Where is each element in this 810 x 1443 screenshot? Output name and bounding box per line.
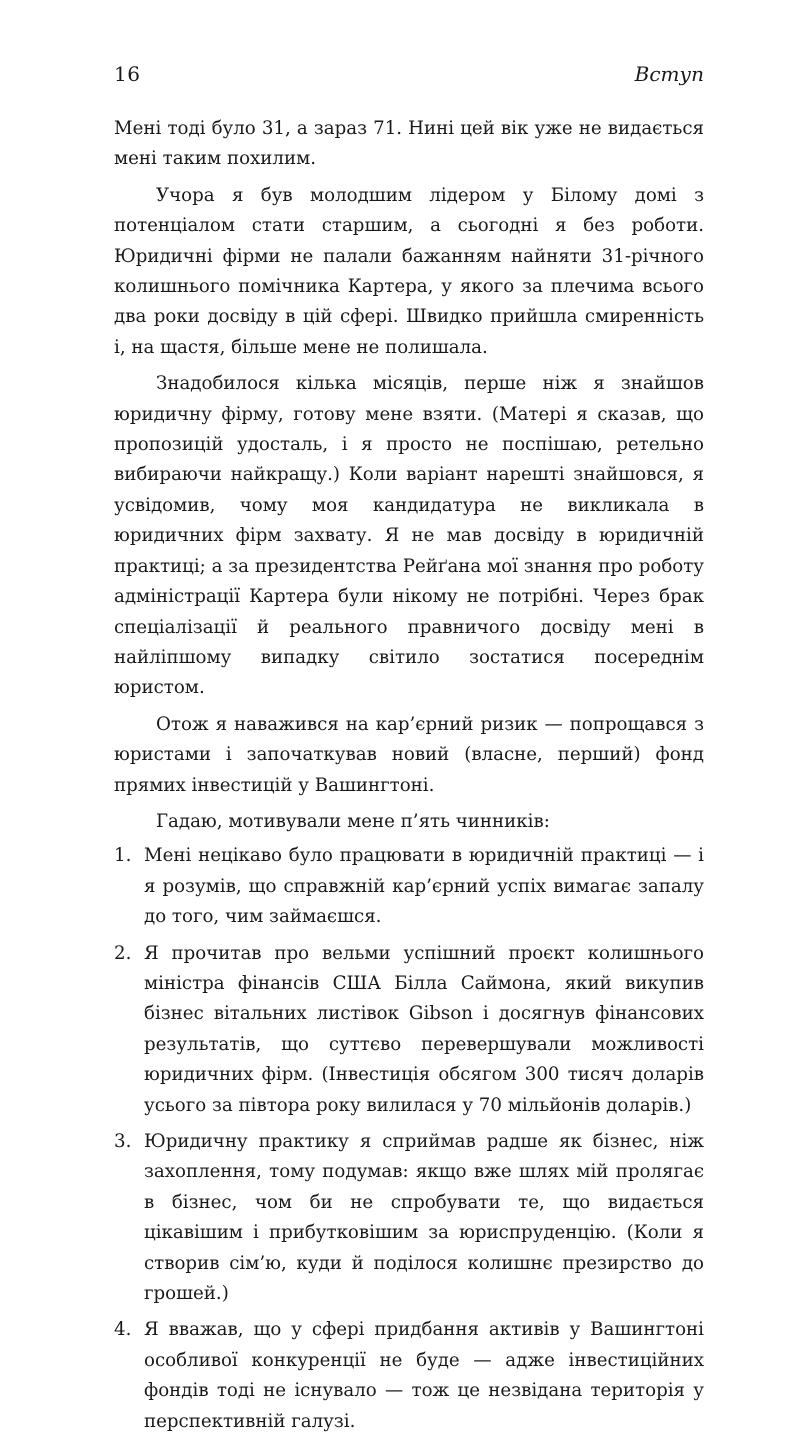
list-item-text: Я прочитав про вельми успішний проєкт колишнього міністра фінансів США Білла Саймона, який викупив бізнес вітальних листівок Gibson і досягнув фінансових результатів, що суттєво перевершували можливості юридичних фірм. (Інвестиція обсягом 300 тисяч доларів усього за півтора року вилилася у 70 мільйонів доларів.) [144,942,704,1116]
list-item [114,939,704,1121]
list-item-number: 4. [114,1319,132,1341]
list-item-number: 3. [114,1131,132,1152]
list-item-number: 2. [114,942,132,964]
list-item [114,1315,704,1437]
running-head: Вступ [634,62,704,86]
page-header [114,62,704,92]
body-text [114,114,704,1443]
paragraph: Знадобилося кілька місяців, перше ніж я знайшов юридичну фірму, готову мене взяти. (Матері я сказав, що пропозицій удосталь, і я просто не поспішаю, ретельно вибираючи найкращу.) Коли варіант нарешті знайшовся, я усвідомив, чому моя кандидатура не викликала в юридичних фірм захвату. Я не мав досвіду в юридичній практиці; а за президентства Рейґана мої знання про роботу адміністрації Картера були нікому не потрібні. Через брак спеціалізації й реального правничого досвіду мені в найліпшому випадку світило зостатися посереднім юристом. [114,373,704,699]
list-item-text: Юридичну практику я сприймав радше як бізнес, ніж захоплення, тому подумав: якщо вже шлях мій пролягає в бізнес, чом би не спробувати те, що видається цікавішим і прибутковішим за юриспруденцію. (Коли я створив сім’ю, куди й поділося колишнє презирство до грошей.) [144,1131,704,1305]
paragraph: Учора я був молодшим лідером у Білому домі з потенціалом стати старшим, а сьогодні я без роботи. Юридичні фірми не палали бажанням найняти 31-річного колишнього помічника Картера, у якого за плечима всього два роки досвіду в цій сфері. Швидко прийшла смиренність і, на щастя, більше мене не полишала. [114,184,704,358]
list-item-text: Мені нецікаво було працювати в юридичній практиці — і я розумів, що справжній кар’єрний успіх вимагає запалу до того, чим займаєшся. [144,845,704,928]
paragraph: Гадаю, мотивували мене п’ять чинників: [156,810,550,832]
list-item [114,841,704,932]
list-item-text: Я вважав, що у сфері придбання активів у Вашингтоні особливої конкуренції не буде — адже інвестиційних фондів тоді не існувало — тож це незвідана територія у перспективній галузі. [144,1319,704,1432]
numbered-list [114,841,704,1437]
list-item-number: 1. [114,845,132,867]
page-number: 16 [114,62,141,86]
paragraph: Отож я наважився на кар’єрний ризик — попрощався з юристами і започаткував новий (власне, перший) фонд прямих інвестицій у Вашингтоні. [114,713,704,796]
list-item [114,1127,704,1309]
paragraph: Мені тоді було 31, а зараз 71. Нині цей вік уже не видається мені таким похилим. [114,118,704,170]
